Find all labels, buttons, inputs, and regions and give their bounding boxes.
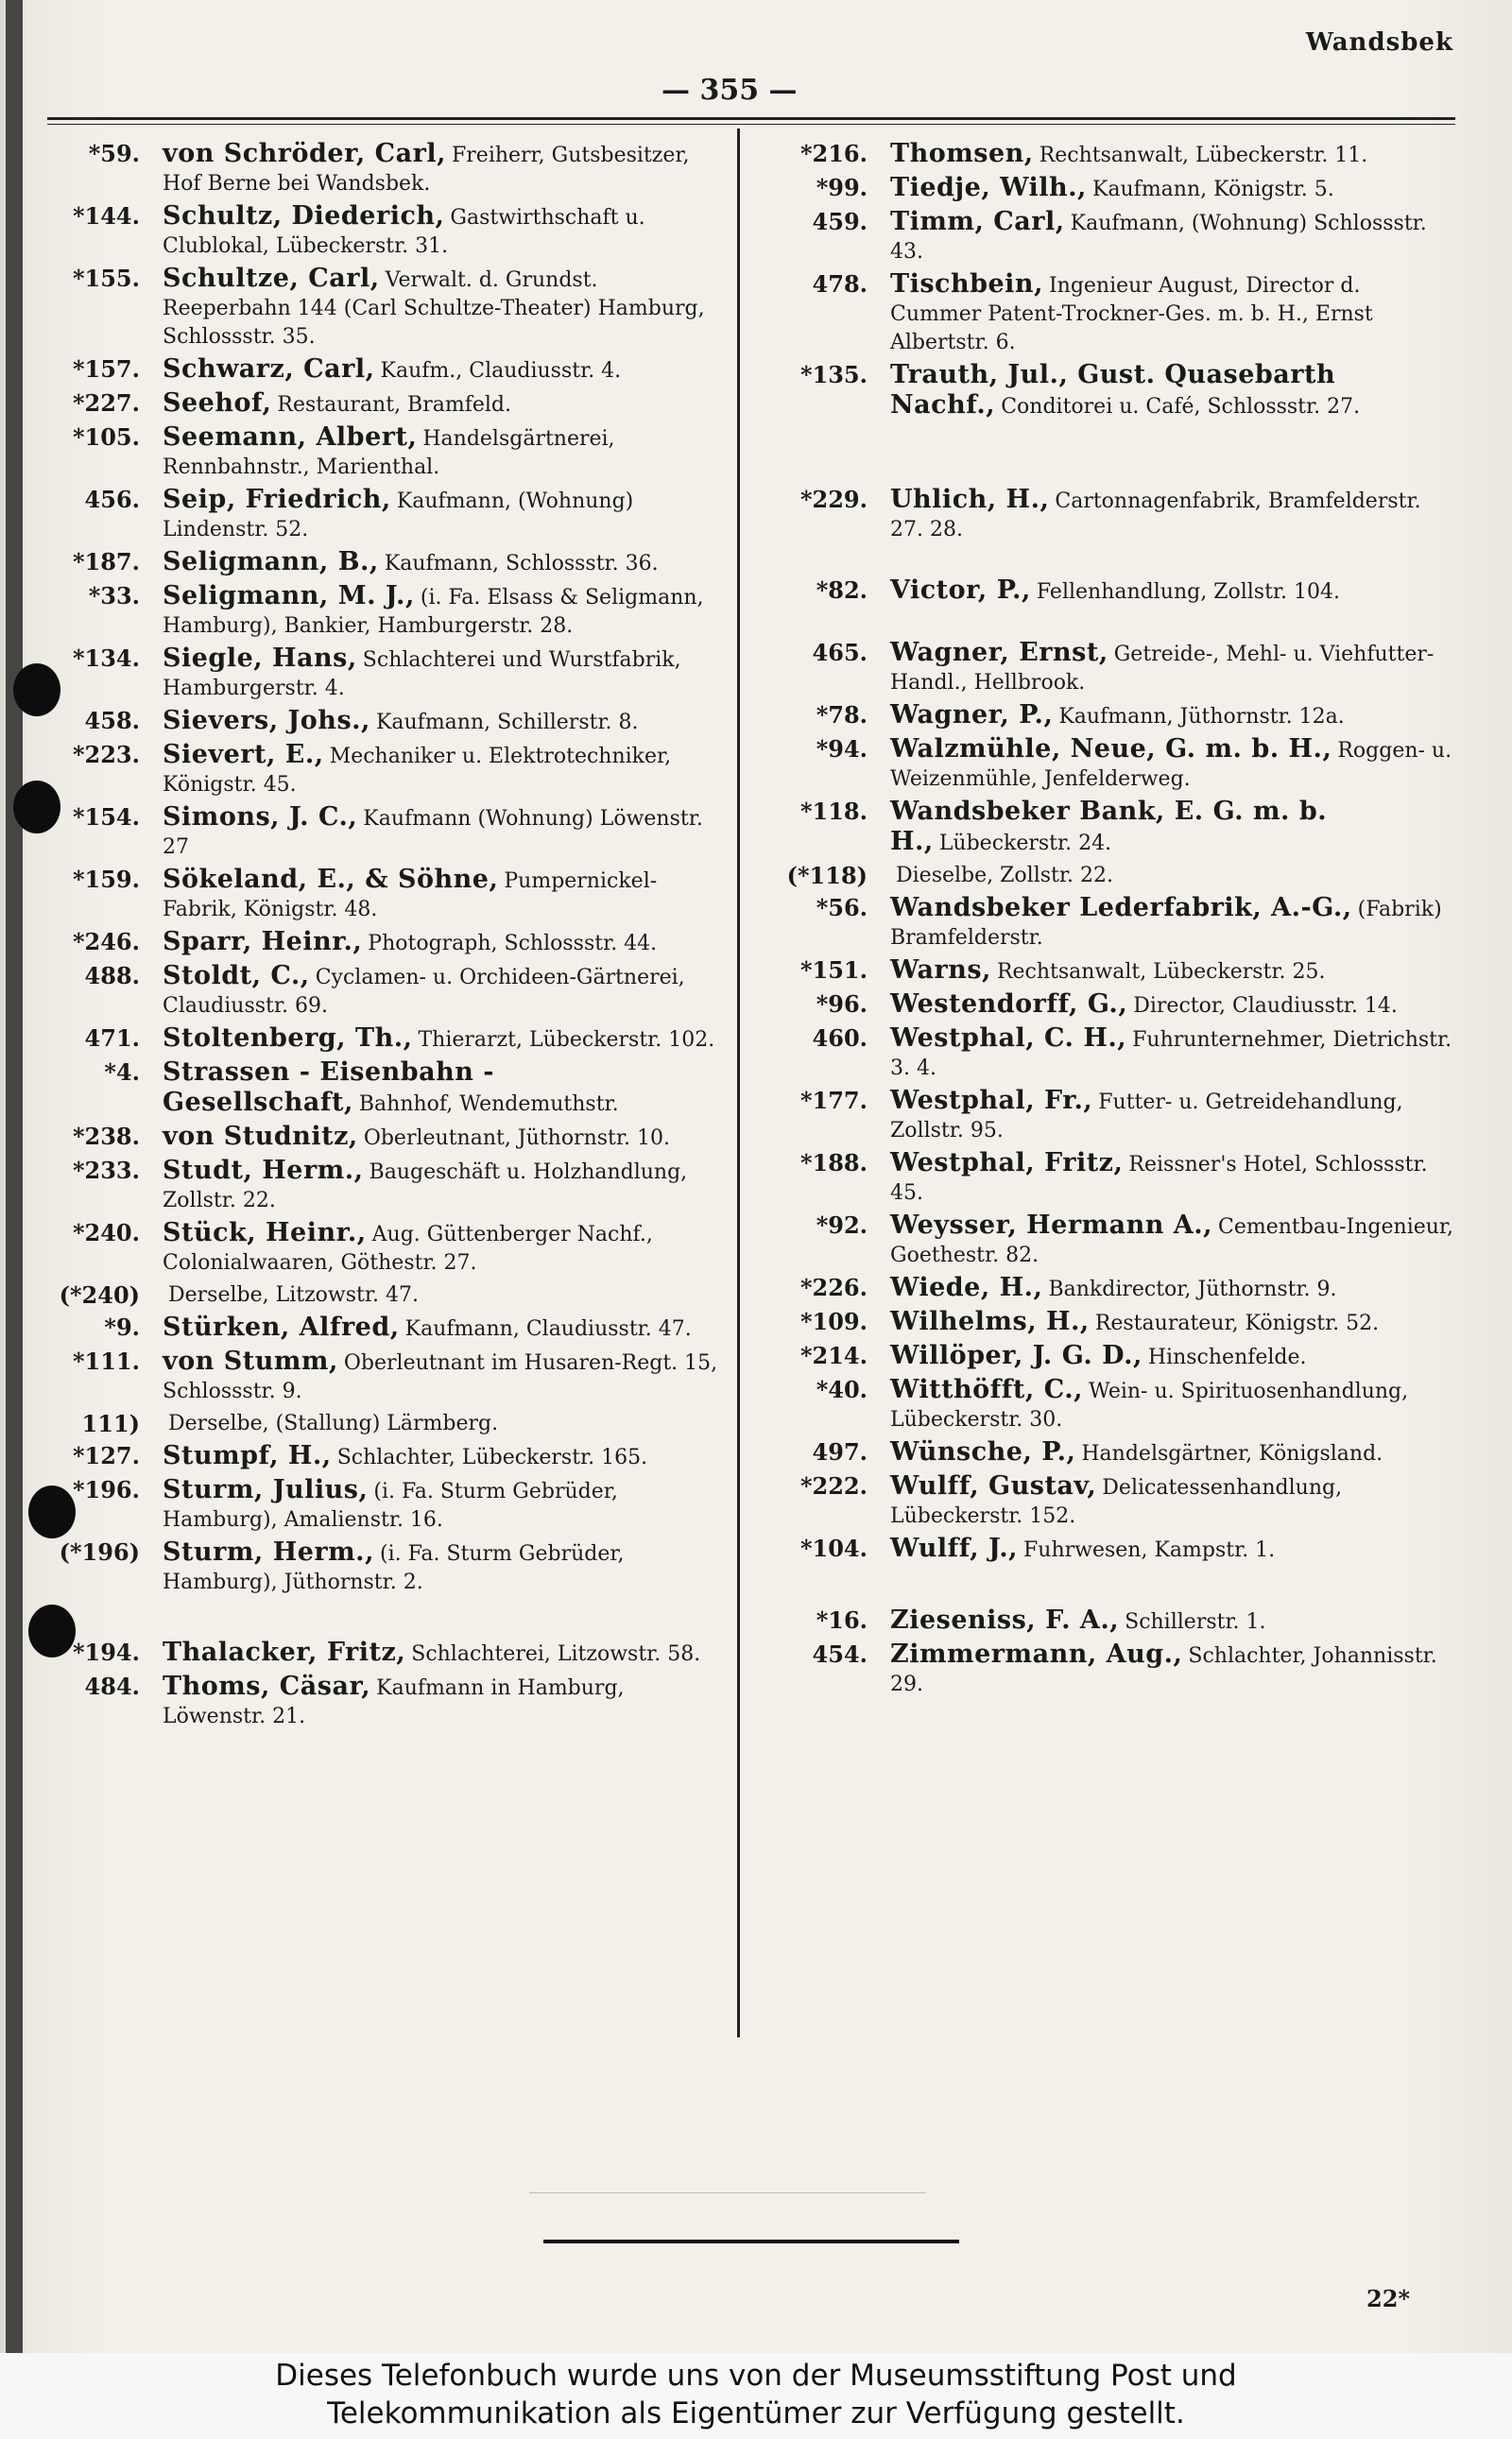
subscriber-details: Thierarzt, Lübeckerstr. 102. [418, 1028, 715, 1052]
directory-entry [773, 140, 1455, 170]
subscriber-details: Director, Claudiusstr. 14. [1133, 994, 1398, 1018]
directory-entry [773, 174, 1455, 204]
subscriber-details: Getreide-, Mehl- u. Viehfutter-Handl., Hellbrook. [890, 643, 1435, 695]
directory-entry [773, 862, 1455, 890]
phone-number: *118. [799, 798, 868, 825]
phone-number: *59. [88, 140, 140, 167]
subscriber-details: Fellenhandlung, Zollstr. 104. [1036, 580, 1340, 604]
directory-entry [773, 735, 1455, 794]
subscriber-details: Restaurant, Bramfeld. [277, 393, 511, 417]
subscriber-details: Oberleutnant im Husaren-Regt. 15, Schlossstr. 9. [163, 1351, 718, 1403]
subscriber-name: Seemann, Albert, [163, 422, 418, 452]
phone-number: *246. [72, 928, 140, 955]
subscriber-details: (i. Fa. Sturm Gebrüder, Hamburg), Jüthornstr. 2. [163, 1542, 625, 1594]
subscriber-details: Cementbau-Ingenieur, Goethestr. 82. [890, 1215, 1454, 1267]
subscriber-name: Wagner, P., [890, 700, 1054, 730]
subscriber-details: Hinschenfelde. [1147, 1346, 1307, 1369]
subscriber-name: Willöper, J. G. D., [890, 1341, 1143, 1370]
directory-entry [45, 928, 728, 958]
directory-entry [45, 140, 728, 198]
directory-entry [45, 1281, 728, 1310]
subscriber-name: Sökeland, E., & Söhne, [163, 865, 499, 894]
subscriber-details: Delicatessenhandlung, Lübeckerstr. 152. [890, 1476, 1343, 1528]
phone-number: *216. [799, 140, 868, 167]
subscriber-details: Futter- u. Getreidehandlung, Zollstr. 95. [890, 1091, 1403, 1142]
phone-number: *233. [72, 1157, 140, 1184]
phone-number: *214. [799, 1342, 868, 1369]
directory-entry [45, 1348, 728, 1406]
phone-number: *82. [816, 576, 868, 604]
subscriber-name: Thalacker, Fritz, [163, 1638, 406, 1667]
subscriber-details: Kaufmann, Jüthornstr. 12a. [1058, 705, 1345, 729]
header-rule [47, 117, 1455, 120]
directory-entry [45, 866, 728, 924]
directory-entry [773, 1211, 1455, 1270]
subscriber-name: von Stumm, [163, 1347, 338, 1376]
subscriber-name: Wulff, J., [890, 1534, 1019, 1563]
subscriber-details: Derselbe, (Stallung) Lärmberg. [168, 1412, 499, 1435]
directory-entry [45, 1123, 728, 1153]
phone-number: *56. [816, 894, 868, 921]
directory-entry [45, 1024, 728, 1055]
subscriber-name: Seligmann, B., [163, 547, 379, 576]
subscriber-details: Reissner's Hotel, Schlossstr. 45. [890, 1153, 1428, 1205]
directory-entry [45, 1219, 728, 1278]
subscriber-details: Baugeschäft u. Holzhandlung, Zollstr. 22. [163, 1160, 688, 1212]
subscriber-name: Trauth, Jul., Gust. Quasebarth Nachf., [890, 360, 1336, 420]
subscriber-name: Wagner, Ernst, [890, 638, 1108, 667]
footer-line-1: Dieses Telefonbuch wurde uns von der Museumsstiftung Post und [275, 2359, 1237, 2393]
phone-number: *187. [72, 548, 140, 575]
phone-number: *96. [816, 990, 868, 1018]
directory-entry [45, 1442, 728, 1472]
subscriber-name: Stumpf, H., [163, 1441, 332, 1470]
footer-line-2: Telekommunikation als Eigentümer zur Verfügung gestellt. [327, 2396, 1185, 2430]
phone-number: *127. [72, 1442, 140, 1469]
subscriber-name: Sturm, Julius, [163, 1475, 369, 1504]
directory-entry [45, 741, 728, 799]
subscriber-name: Schultze, Carl, [163, 264, 380, 293]
subscriber-name: Tiedje, Wilh., [890, 173, 1087, 202]
phone-number: 456. [84, 486, 140, 513]
subscriber-name: Wünsche, P., [890, 1437, 1076, 1467]
phone-number: (*240) [59, 1281, 140, 1309]
subscriber-name: Simons, J. C., [163, 802, 358, 832]
phone-number: *104. [799, 1535, 868, 1562]
section-gap [773, 610, 1455, 639]
directory-entry [773, 270, 1455, 357]
printer-signature: 22* [1366, 2285, 1410, 2312]
subscriber-details: Pumpernickel-Fabrik, Königstr. 48. [163, 869, 658, 921]
subscriber-details: Rechtsanwalt, Lübeckerstr. 11. [1039, 144, 1368, 167]
phone-number: *78. [816, 701, 868, 729]
subscriber-details: Kaufmann, Schillerstr. 8. [375, 711, 639, 734]
phone-number: 478. [812, 270, 868, 298]
subscriber-details: Schlachter, Lübeckerstr. 165. [336, 1446, 648, 1469]
phone-number: *155. [72, 265, 140, 292]
phone-number: *92. [816, 1211, 868, 1239]
directory-entry [773, 1274, 1455, 1304]
phone-number: 465. [812, 639, 868, 666]
subscriber-details: Lübeckerstr. 24. [938, 832, 1112, 855]
subscriber-details: Kaufmann, Königstr. 5. [1091, 178, 1334, 201]
subscriber-details: (i. Fa. Elsass & Seligmann, Hamburg), Bankier, Hamburgerstr. 28. [163, 586, 704, 638]
subscriber-name: Tischbein, [890, 269, 1043, 299]
directory-entry [773, 1640, 1455, 1699]
phone-number: 459. [812, 208, 868, 235]
directory-entry [773, 1024, 1455, 1083]
phone-number: *157. [72, 355, 140, 383]
subscriber-name: Stürken, Alfred, [163, 1313, 400, 1342]
phone-number: *196. [72, 1476, 140, 1503]
left-column [45, 140, 728, 1735]
phone-number: *111. [72, 1348, 140, 1375]
subscriber-name: Wandsbeker Bank, E. G. m. b. H., [890, 797, 1328, 856]
subscriber-details: Mechaniker u. Elektrotechniker, Königstr. 45. [163, 745, 672, 797]
directory-entry [45, 1673, 728, 1731]
directory-entry [45, 265, 728, 352]
phone-number: *105. [72, 423, 140, 451]
subscriber-name: Stoldt, C., [163, 961, 310, 990]
phone-number: *99. [816, 174, 868, 201]
subscriber-name: Warns, [890, 955, 991, 985]
subscriber-name: Seip, Friedrich, [163, 485, 391, 514]
phone-number: 458. [84, 707, 140, 734]
subscriber-details: Fuhrwesen, Kampstr. 1. [1023, 1538, 1276, 1562]
directory-entry [773, 1472, 1455, 1531]
phone-number: *238. [72, 1123, 140, 1150]
subscriber-name: Thomsen, [890, 139, 1034, 168]
directory-entry [45, 1314, 728, 1344]
directory-entry [45, 202, 728, 261]
directory-entry [773, 798, 1455, 858]
phone-number: (*196) [59, 1538, 140, 1566]
directory-entry [45, 548, 728, 578]
directory-entry [45, 1476, 728, 1535]
phone-number: *177. [799, 1087, 868, 1114]
subscriber-details: Aug. Güttenberger Nachf., Colonialwaaren, Göthestr. 27. [163, 1223, 653, 1275]
phone-number: *188. [799, 1149, 868, 1177]
subscriber-name: Sievert, E., [163, 740, 324, 769]
subscriber-details: Kaufm., Claudiusstr. 4. [380, 359, 622, 383]
subscriber-details: Schillerstr. 1. [1125, 1610, 1266, 1634]
phone-number: 111) [81, 1410, 140, 1437]
subscriber-name: Studt, Herm., [163, 1156, 364, 1185]
phone-number: *226. [799, 1274, 868, 1301]
phone-number: *151. [799, 956, 868, 984]
subscriber-name: Seligmann, M. J., [163, 581, 415, 610]
subscriber-name: Westphal, C. H., [890, 1023, 1127, 1053]
subscriber-details: Gastwirthschaft u. Clublokal, Lübeckerstr. 31. [163, 206, 645, 258]
subscriber-details: Kaufmann, (Wohnung) Lindenstr. 52. [163, 490, 634, 541]
section-gap [773, 1569, 1455, 1606]
subscriber-details: Kaufmann, Claudiusstr. 47. [404, 1317, 692, 1341]
subscriber-details: Schlachterei und Wurstfabrik, Hamburgerstr. 4. [163, 648, 681, 700]
phone-number: *16. [816, 1606, 868, 1634]
subscriber-details: (i. Fa. Sturm Gebrüder, Hamburg), Amalienstr. 16. [163, 1480, 618, 1532]
end-rule [543, 2240, 959, 2243]
subscriber-details: Kaufmann (Wohnung) Löwenstr. 27 [163, 807, 703, 859]
subscriber-name: Timm, Carl, [890, 207, 1065, 236]
subscriber-details: Oberleutnant, Jüthornstr. 10. [363, 1126, 670, 1150]
subscriber-details: Freiherr, Gutsbesitzer, Hof Berne bei Wandsbek. [163, 144, 690, 196]
subscriber-details: Restaurateur, Königstr. 52. [1094, 1312, 1380, 1335]
subscriber-name: Zieseniss, F. A., [890, 1606, 1120, 1635]
subscriber-details: Derselbe, Litzowstr. 47. [168, 1283, 419, 1307]
subscriber-details: Ingenieur August, Director d. Cummer Patent-Trockner-Ges. m. b. H., Ernst Albertstr. 6. [890, 274, 1373, 354]
subscriber-name: Victor, P., [890, 575, 1031, 605]
subscriber-details: Kaufmann in Hamburg, Löwenstr. 21. [163, 1676, 625, 1728]
directory-entry [45, 423, 728, 482]
subscriber-name: Siegle, Hans, [163, 644, 357, 673]
subscriber-name: Westendorff, G., [890, 989, 1128, 1019]
subscriber-name: Sparr, Heinr., [163, 927, 363, 956]
phone-number: *144. [72, 202, 140, 230]
subscriber-name: von Studnitz, [163, 1122, 358, 1151]
phone-number: *33. [88, 582, 140, 610]
subscriber-name: Sturm, Herm., [163, 1537, 374, 1567]
directory-entry [45, 1058, 728, 1119]
directory-entry [773, 1535, 1455, 1565]
phone-number: *229. [799, 486, 868, 513]
subscriber-details: Wein- u. Spirituosenhandlung, Lübeckerstr. 30. [890, 1380, 1409, 1432]
directory-entry [773, 486, 1455, 544]
subscriber-name: Weysser, Hermann A., [890, 1211, 1213, 1240]
subscriber-name: Witthöfft, C., [890, 1375, 1084, 1404]
directory-entry [45, 1538, 728, 1597]
subscriber-details: Cartonnagenfabrik, Bramfelderstr. 27. 28. [890, 490, 1421, 541]
phone-number: *9. [104, 1314, 140, 1341]
phone-number: 460. [812, 1024, 868, 1052]
directory-entry [773, 639, 1455, 697]
subscriber-name: Wiede, H., [890, 1273, 1043, 1302]
subscriber-name: Stück, Heinr., [163, 1218, 367, 1247]
directory-entry [45, 1410, 728, 1438]
directory-entry [773, 361, 1455, 421]
phone-number: *4. [104, 1058, 140, 1086]
subscriber-details: Handelsgärtnerei, Rennbahnstr., Marienthal. [163, 427, 615, 479]
directory-entry [45, 1639, 728, 1669]
directory-entry [45, 644, 728, 703]
right-column [773, 140, 1455, 1703]
subscriber-details: Handelsgärtner, Königsland. [1081, 1442, 1383, 1466]
subscriber-name: Stoltenberg, Th., [163, 1023, 413, 1053]
phone-number: *194. [72, 1639, 140, 1666]
phone-number: 454. [812, 1640, 868, 1668]
subscriber-details: Schlachter, Johannisstr. 29. [890, 1644, 1437, 1696]
phone-number: *135. [799, 361, 868, 388]
phone-number: 471. [84, 1024, 140, 1052]
subscriber-details: Bahnhof, Wendemuthstr. [358, 1092, 619, 1116]
subscriber-details: Dieselbe, Zollstr. 22. [896, 864, 1113, 887]
section-gap [773, 548, 1455, 576]
subscriber-name: Wilhelms, H., [890, 1307, 1090, 1336]
directory-entry [45, 803, 728, 862]
directory-entry [773, 1438, 1455, 1469]
subscriber-name: Schwarz, Carl, [163, 354, 375, 384]
directory-entry [45, 389, 728, 420]
phone-number: 488. [84, 962, 140, 989]
phone-number: *40. [816, 1376, 868, 1403]
subscriber-details: Fuhrunternehmer, Dietrichstr. 3. 4. [890, 1028, 1452, 1080]
directory-entry [773, 208, 1455, 266]
directory-entry [45, 1157, 728, 1215]
phone-number: *240. [72, 1219, 140, 1246]
directory-entry [45, 582, 728, 641]
subscriber-details: Conditorei u. Café, Schlossstr. 27. [1001, 395, 1361, 419]
phone-number: 484. [84, 1673, 140, 1700]
subscriber-name: Sievers, Johs., [163, 706, 370, 735]
directory-entry [45, 355, 728, 386]
directory-entry [773, 1087, 1455, 1145]
directory-entry [773, 701, 1455, 731]
subscriber-name: Walzmühle, Neue, G. m. b. H., [890, 734, 1332, 764]
binding-edge [6, 0, 23, 2353]
phone-number: *227. [72, 389, 140, 417]
phone-number: *154. [72, 803, 140, 831]
subscriber-name: Thoms, Cäsar, [163, 1672, 371, 1701]
subscriber-details: Roggen- u. Weizenmühle, Jenfelderweg. [890, 739, 1452, 791]
page-number: — 355 — [662, 74, 798, 107]
subscriber-details: Cyclamen- u. Orchideen-Gärtnerei, Claudiusstr. 69. [163, 966, 685, 1018]
subscriber-details: Kaufmann, (Wohnung) Schlossstr. 43. [890, 212, 1427, 264]
subscriber-name: Zimmermann, Aug., [890, 1640, 1183, 1669]
directory-entry [773, 990, 1455, 1021]
directory-entry [773, 1342, 1455, 1372]
subscriber-details: Photograph, Schlossstr. 44. [368, 932, 658, 955]
directory-entry [773, 1376, 1455, 1434]
subscriber-name: Westphal, Fr., [890, 1086, 1093, 1115]
directory-entry [773, 1149, 1455, 1208]
directory-entry [773, 576, 1455, 607]
phone-number: *222. [799, 1472, 868, 1500]
phone-number: *134. [72, 644, 140, 672]
phone-number: *223. [72, 741, 140, 768]
subscriber-details: Rechtsanwalt, Lübeckerstr. 25. [996, 960, 1326, 984]
subscriber-details: Kaufmann, Schlossstr. 36. [384, 552, 659, 575]
directory-entry [45, 486, 728, 544]
phone-number: *94. [816, 735, 868, 763]
footer-notice [0, 2353, 1512, 2439]
subscriber-name: Wandsbeker Lederfabrik, A.-G., [890, 893, 1352, 922]
directory-entry [773, 1308, 1455, 1338]
subscriber-name: Strassen - Eisenbahn - Gesellschaft, [163, 1057, 494, 1117]
subscriber-name: Schultz, Diederich, [163, 201, 445, 231]
faint-rule [529, 2192, 926, 2193]
place-heading: Wandsbek [1305, 28, 1453, 57]
column-divider [737, 129, 740, 2037]
subscriber-details: Bankdirector, Jüthornstr. 9. [1048, 1278, 1337, 1301]
phone-number: 497. [812, 1438, 868, 1466]
subscriber-name: Uhlich, H., [890, 485, 1050, 514]
header-rule-thin [47, 124, 1455, 125]
phone-number: (*118) [786, 862, 868, 889]
directory-entry [773, 956, 1455, 987]
subscriber-name: Seehof, [163, 388, 272, 418]
phone-number: *109. [799, 1308, 868, 1335]
subscriber-name: von Schröder, Carl, [163, 139, 447, 168]
directory-entry [773, 894, 1455, 953]
subscriber-name: Westphal, Fritz, [890, 1148, 1124, 1177]
directory-entry [45, 707, 728, 737]
subscriber-details: (Fabrik) Bramfelderstr. [890, 898, 1442, 950]
section-gap [773, 425, 1455, 486]
subscriber-details: Schlachterei, Litzowstr. 58. [411, 1642, 701, 1666]
phone-number: *159. [72, 866, 140, 893]
directory-entry [45, 962, 728, 1021]
subscriber-details: Verwalt. d. Grundst. Reeperbahn 144 (Carl Schultze-Theater) Hamburg, Schlossstr. 35. [163, 268, 705, 349]
section-gap [45, 1601, 728, 1639]
subscriber-name: Wulff, Gustav, [890, 1471, 1097, 1501]
directory-entry [773, 1606, 1455, 1637]
